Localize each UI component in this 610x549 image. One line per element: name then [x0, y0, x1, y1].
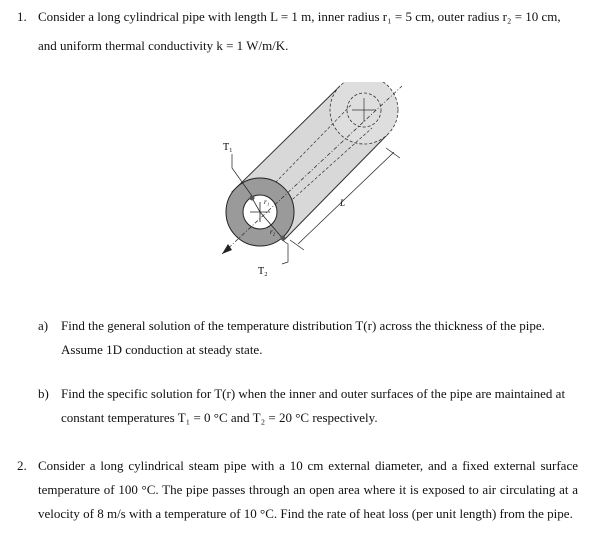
problem-1-line-2: and uniform thermal conductivity k = 1 W/m/K. [38, 38, 289, 53]
t2-leader [282, 240, 288, 264]
part-b-line-2: constant temperatures T₁ = 0 °C and T₂ = 20 °C respectively. [61, 410, 378, 425]
label-length: L [340, 198, 346, 208]
label-t2: T₂ [258, 266, 268, 277]
part-b-line-1: Find the specific solution for T(r) when the inner and outer surfaces of the pipe are maintained at [61, 386, 566, 401]
problem-2-line-2: temperature of 100 °C. The pipe passes through an open area where it is exposed to air circulating at a [38, 482, 578, 497]
label-r1: r₁ [264, 198, 270, 206]
inner-surface-point [250, 196, 255, 201]
cylinder-pipe-figure [212, 82, 412, 282]
problem-2-line-3: velocity of 8 m/s with a temperature of 10 °C. Find the rate of heat loss (per unit length) from the pipe. [38, 506, 573, 521]
length-tick-1 [290, 240, 304, 250]
part-a-line-2: Assume 1D conduction at steady state. [61, 342, 263, 357]
axis-arrow-head [222, 244, 232, 254]
outer-surface-point [281, 236, 286, 241]
part-a-line-1: Find the general solution of the temperature distribution T(r) across the thickness of the pipe. [61, 318, 545, 333]
label-t1: T₁ [223, 142, 233, 153]
problem-2-number: 2. [17, 458, 27, 473]
part-a-label: a) [38, 318, 49, 333]
length-tick-2 [386, 148, 400, 158]
problem-1-number: 1. [17, 9, 27, 24]
problem-2-line-1: Consider a long cylindrical steam pipe with a 10 cm external diameter, and a fixed external surface [38, 458, 578, 473]
label-r2: r₂ [270, 228, 276, 236]
part-b-label: b) [38, 386, 49, 401]
problem-1-line-1: Consider a long cylindrical pipe with length L = 1 m, inner radius r₁ = 5 cm, outer radius r₂ = 10 cm, [38, 9, 561, 24]
